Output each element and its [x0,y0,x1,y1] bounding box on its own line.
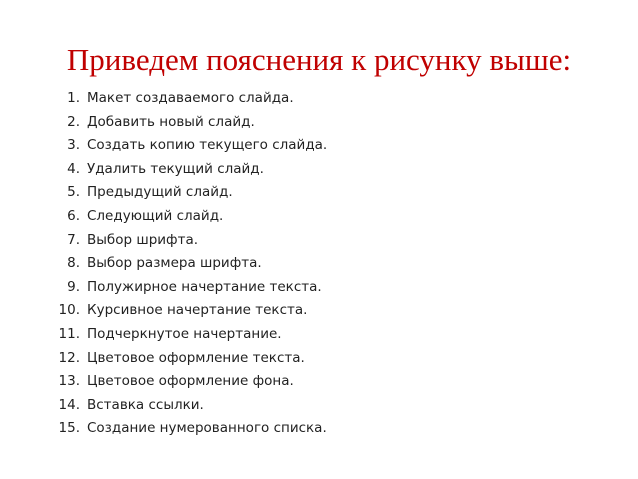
list-item-number: 14. [58,396,80,413]
list-item [48,279,327,303]
list-item-text: Выбор шрифта. [87,231,199,248]
list-item-number: 10. [58,302,80,319]
list-item [48,137,327,161]
list-item [48,232,327,256]
list-item-number: 8. [67,255,80,272]
list-item [48,255,327,279]
numbered-list [48,90,327,444]
list-item [48,302,327,326]
list-item-text: Вставка ссылки. [87,396,204,413]
list-item-number: 4. [67,160,80,177]
list-item-text: Цветовое оформление фона. [87,373,294,390]
list-item-text: Удалить текущий слайд. [87,160,264,177]
list-item [48,161,327,185]
list-item-text: Создание нумерованного списка. [87,420,327,437]
list-item-text: Курсивное начертание текста. [87,302,308,319]
list-item [48,208,327,232]
list-item-text: Предыдущий слайд. [87,184,233,201]
list-item [48,420,327,444]
list-item [48,397,327,421]
list-item-number: 3. [67,137,80,154]
list-item-number: 13. [58,373,80,390]
list-item [48,114,327,138]
list-item-text: Цветовое оформление текста. [87,349,305,366]
list-item-text: Добавить новый слайд. [87,113,255,130]
list-item-number: 5. [67,184,80,201]
list-item-number: 9. [67,278,80,295]
list-item-number: 7. [67,231,80,248]
list-item [48,90,327,114]
list-item-text: Подчеркнутое начертание. [87,325,282,342]
list-item-number: 1. [67,90,80,106]
list-item-text: Создать копию текущего слайда. [87,137,328,154]
list-item-number: 12. [58,349,80,366]
list-item-text: Макет создаваемого слайда. [87,90,294,106]
list-item [48,184,327,208]
list-item-number: 2. [67,113,80,130]
list-item-text: Следующий слайд. [87,207,224,224]
list-item-text: Полужирное начертание текста. [87,278,322,295]
list-item-number: 15. [58,420,80,437]
list-item [48,326,327,350]
list-item [48,350,327,374]
list-item-number: 6. [67,207,80,224]
list-item [48,373,327,397]
slide-title: Приведем пояснения к рисунку выше: [66,42,572,77]
list-item-number: 11. [58,325,80,342]
list-item-text: Выбор размера шрифта. [87,255,262,272]
